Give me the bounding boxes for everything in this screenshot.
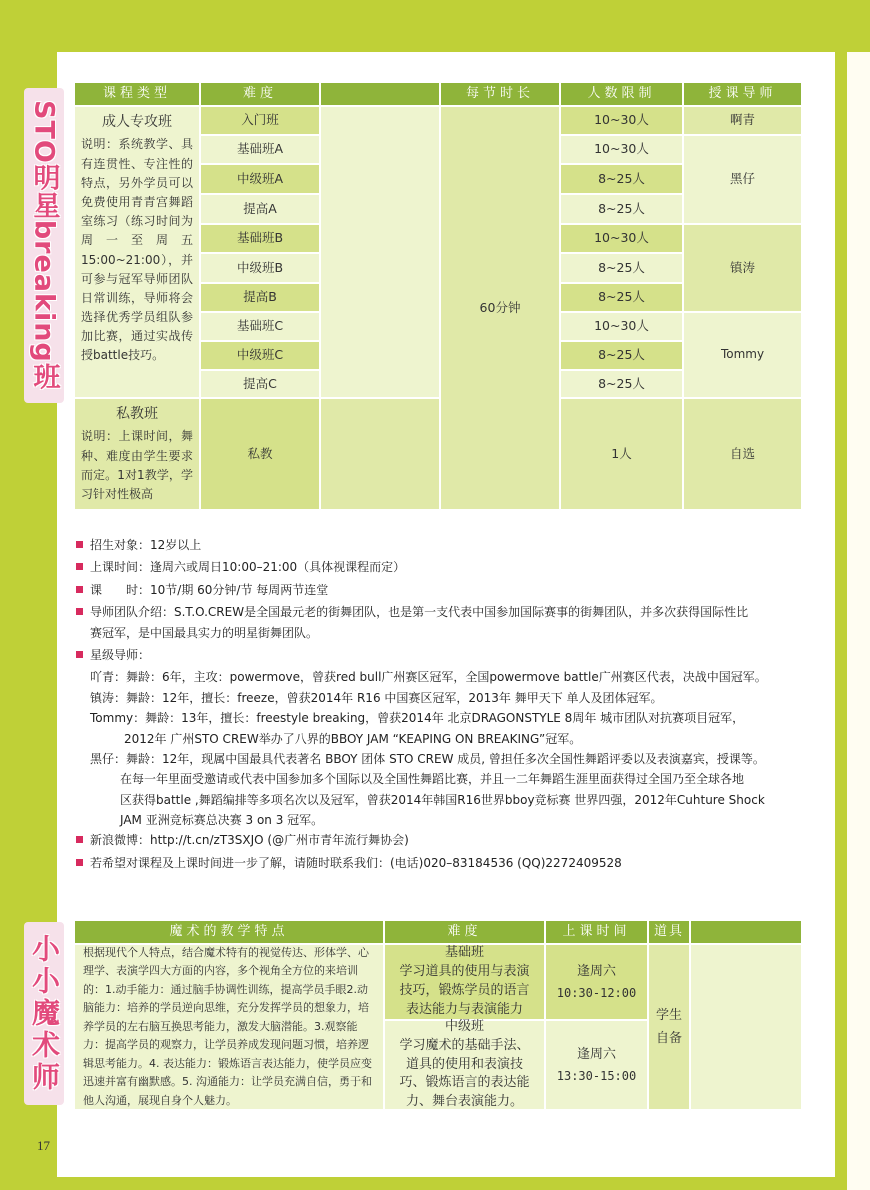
class-size-cell: 8~25人	[560, 253, 683, 283]
class-size-cell: 8~25人	[560, 283, 683, 312]
level-cell: 提高C	[200, 370, 320, 398]
teacher-bio-zhentao: 镇涛：舞龄：12年，擅长：freeze，曾获2014年 R16 中国赛区冠军，2013年 舞甲天下 单人及团体冠军。	[90, 690, 663, 705]
class-size-cell: 10~30人	[560, 106, 683, 135]
info-line-target: 招生对象：12岁以上	[76, 535, 806, 555]
magic-mid-time: 13:30-15:00	[556, 1068, 637, 1083]
magic-basic-day: 逢周六	[576, 963, 616, 979]
breaking-class-title-text: STO明星breaking班	[28, 100, 60, 391]
magic-mid-time-cell	[545, 1020, 648, 1110]
private-class-title: 私教班	[116, 406, 158, 422]
info-team-text-2: 赛冠军，是中国最具实力的明星街舞团队。	[90, 625, 319, 640]
private-level-cell: 私教	[200, 398, 320, 510]
adult-class-title: 成人专攻班	[102, 114, 172, 130]
right-margin-strip	[847, 52, 870, 1190]
teacher-bio-heizai-3: 区获得battle ,舞蹈编排等多项名次以及冠军，曾获2014年韩国R16世界bboy竞标赛 世界四强，2012年Cuhture Shock	[120, 792, 765, 807]
blank-cell	[320, 398, 440, 510]
header-blank	[320, 82, 440, 106]
header-teacher: 授课导师	[683, 82, 802, 106]
info-line-team	[76, 602, 806, 643]
magic-basic-title: 基础班	[444, 945, 484, 961]
magic-mid-desc: 学习魔术的基础手法、道具的使用和表演技巧、锻炼语言的表达能力、舞台表演能力。	[399, 1037, 530, 1110]
info-line-weibo: 新浪微博：http://t.cn/zT3SXJO (@广州市青年流行舞协会)	[76, 830, 806, 850]
class-size-cell: 10~30人	[560, 224, 683, 253]
adult-class-desc: 说明：系统教学、具有连贯性、专注性的特点，另外学员可以免费使用青青宫舞蹈室练习（练习时间为周一至周五15:00~21:00），并可参与冠军导师团队日常训练，导师将会选择优秀学员组队参加比赛，通过实战传授battle技巧。	[81, 137, 193, 363]
teacher-cell: Tommy	[683, 312, 802, 398]
teacher-bio-tommy-1: Tommy：舞龄：13年，擅长：freestyle breaking，曾获2014年 北京DRAGONSTYLE 8周年 城市团队对抗赛项目冠军，	[90, 711, 745, 726]
class-size-cell: 8~25人	[560, 370, 683, 398]
level-cell: 中级班B	[200, 253, 320, 283]
level-cell: 入门班	[200, 106, 320, 135]
class-size-cell: 10~30人	[560, 135, 683, 164]
magic-class-title-text: 小小魔术师	[28, 933, 61, 1094]
magic-mid-day: 逢周六	[576, 1046, 616, 1062]
level-cell: 中级班C	[200, 341, 320, 370]
teacher-cell: 黑仔	[683, 135, 802, 224]
teacher-bio-heizai-1: 黑仔：舞龄：12年，现属中国最具代表著名 BBOY 团体 STO CREW 成员, 曾担任多次全国性舞蹈评委以及表演嘉宾，授课等。	[90, 751, 765, 766]
private-class-cell	[74, 398, 200, 510]
class-size-cell: 8~25人	[560, 164, 683, 194]
teacher-bio-tommy-2: 2012年 广州STO CREW举办了八界的BBOY JAM “KEAPING ON BREAKING”冠军。	[124, 731, 582, 746]
level-cell: 基础班C	[200, 312, 320, 341]
class-size-cell: 8~25人	[560, 194, 683, 224]
teacher-cell: 镇涛	[683, 224, 802, 312]
private-class-desc: 说明：上课时间，舞种、难度由学生要求而定。1对1教学，学习针对性极高	[81, 429, 193, 501]
level-cell: 提高A	[200, 194, 320, 224]
private-size-cell: 1人	[560, 398, 683, 510]
class-size-cell: 8~25人	[560, 341, 683, 370]
info-line-contact: 若希望对课程及上课时间进一步了解，请随时联系我们：(电话)020–83184536 (QQ)2272409528	[76, 853, 806, 873]
header-magic-prop: 道具	[648, 920, 690, 944]
info-line-time: 上课时间：逢周六或周日10:00–21:00（具体视课程而定）	[76, 557, 806, 577]
info-line-star-teachers: 星级导师：	[76, 645, 806, 665]
magic-class-side-title	[24, 922, 64, 1105]
magic-basic-desc: 学习道具的使用与表演技巧，锻炼学员的语言表达能力与表演能力	[399, 964, 530, 1017]
course-info-block	[76, 535, 806, 875]
header-class-size: 人数限制	[560, 82, 683, 106]
header-level: 难度	[200, 82, 320, 106]
teacher-bio-aqing: 吖青：舞龄：6年，主攻：powermove，曾获red bull广州赛区冠军，全国powermove battle广州赛区代表，决战中国冠军。	[90, 670, 767, 685]
blank-cell	[320, 106, 440, 398]
level-cell: 基础班B	[200, 224, 320, 253]
magic-prop-cell: 学生自备	[648, 944, 690, 1110]
magic-mid-level-cell	[384, 1020, 545, 1110]
magic-features-cell: 根据现代个人特点，结合魔术特有的视觉传达、形体学、心理学、表演学四大方面的内容，多个视角全方位的来培训的：1.动手能力：通过脑手协调性训练，提高学员手眼2.动脑能力：培养的学员逆向思维，充分发挥学员的想象力，培养学员的左右脑互换思考能力，激发大脑潜能。3.观察能力：提高学员的观察力，让学员养成发现问题习惯，培养逻辑思考能力。4. 表达能力：锻炼语言表达能力，使学员应变迅速并富有幽默感。5. 沟通能力：让学员充满自信，勇于和他人沟通，展现自身个人魅力。	[74, 944, 384, 1110]
magic-basic-level-cell	[384, 944, 545, 1020]
breaking-class-side-title	[24, 88, 64, 403]
duration-cell: 60分钟	[440, 106, 560, 510]
magic-basic-time: 10:30-12:00	[556, 985, 637, 1000]
header-duration: 每节时长	[440, 82, 560, 106]
header-course-type: 课程类型	[74, 82, 200, 106]
page-number: 17	[37, 1138, 50, 1153]
header-magic-time: 上课时间	[545, 920, 648, 944]
info-line-hours: 课 时：10节/期 60分钟/节 每周两节连堂	[76, 580, 806, 600]
info-team-text-1: 导师团队介绍：S.T.O.CREW是全国最元老的街舞团队，也是第一支代表中国参加国际赛事的街舞团队，并多次获得国际性比	[90, 605, 749, 620]
header-magic-features: 魔术的教学特点	[74, 920, 384, 944]
private-teacher-cell: 自选	[683, 398, 802, 510]
teacher-bio-heizai-2: 在每一年里面受邀请或代表中国参加多个国际以及全国性舞蹈比赛，并且一二年舞蹈生涯里面获得过全国乃至全球各地	[120, 772, 745, 787]
level-cell: 中级班A	[200, 164, 320, 194]
class-size-cell: 10~30人	[560, 312, 683, 341]
teacher-cell: 啊青	[683, 106, 802, 135]
magic-basic-time-cell	[545, 944, 648, 1020]
scalloped-edge	[57, 44, 835, 60]
level-cell: 提高B	[200, 283, 320, 312]
header-magic-blank	[690, 920, 802, 944]
magic-mid-title: 中级班	[444, 1018, 484, 1034]
level-cell: 基础班A	[200, 135, 320, 164]
adult-class-cell	[74, 106, 200, 398]
teacher-bio-heizai-4: JAM 亚洲竞标赛总决赛 3 on 3 冠军。	[120, 813, 324, 828]
magic-blank-cell	[690, 944, 802, 1110]
header-magic-level: 难度	[384, 920, 545, 944]
